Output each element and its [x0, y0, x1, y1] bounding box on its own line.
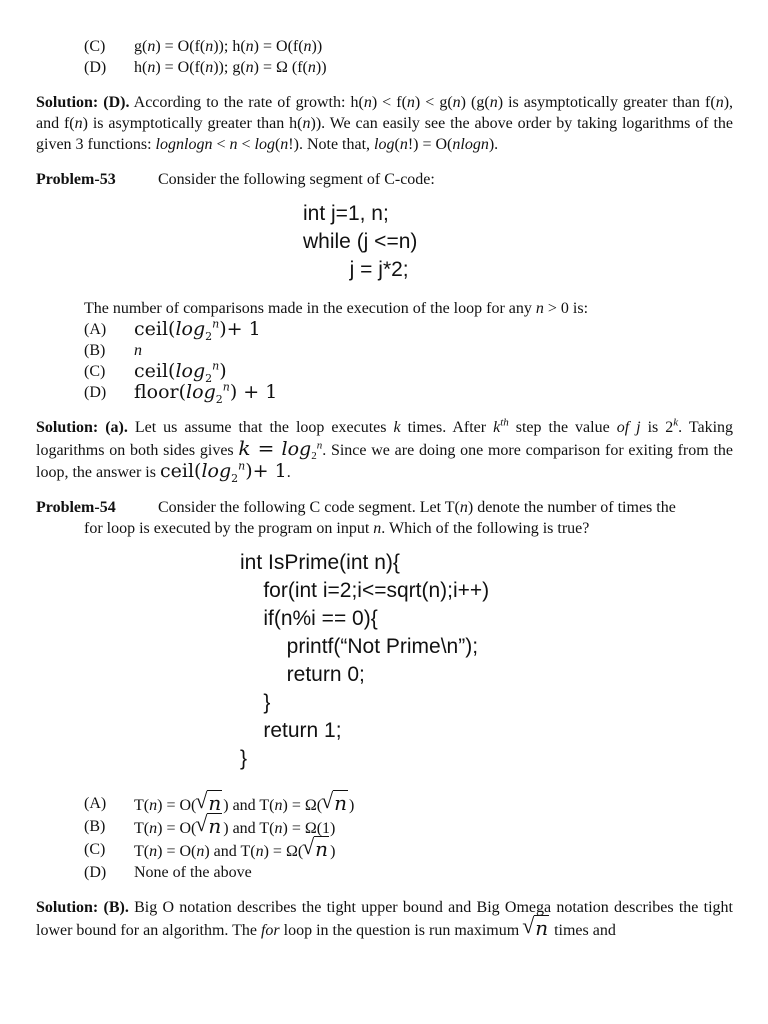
option-c-54: (C) T(n) = O(n) and T(n) = Ω(√ n ): [84, 839, 733, 862]
option-text: T(n) = O(n) and T(n) = Ω(√ n ): [134, 839, 335, 862]
option-d-54: (D) None of the above: [84, 864, 252, 881]
option-a-53: (A) $ceil(\log_2^n)+ 1$: [84, 317, 261, 343]
solution-53: Solution: (a). Let us assume that the loop executes k times. After $k^{th}$ step the value of j is 2$^k$. Taking logarithms on both sides gives $k = \log_2^n$. Since we are doing one more comparison for exiting from the loop, the answer is $ceil(\log_2^n)+ 1$.: [36, 416, 734, 485]
option-c-53: (C) $ceil(\log_2^n)$: [84, 359, 227, 385]
option-text: T(n) = O(√ n ) and T(n) = Ω(1): [134, 816, 335, 839]
option-d-53: (D) $floor(\log_2^n) + 1$: [84, 380, 278, 406]
option-b-54: (B) T(n) = O(√ n ) and T(n) = Ω(1): [84, 816, 733, 839]
problem-53-header: Problem-53 Consider the following segment of C-code:: [36, 171, 435, 188]
option-text: n: [134, 342, 142, 359]
option-text: h(n) = O(f(n)); g(n) = Ω (f(n)): [134, 59, 327, 76]
code-block-54: int IsPrime(int n){ for(int i=2;i<=sqrt(n);i++) if(n%i == 0){ printf(“Not Prime\n”); return 0; } return 1; }: [240, 551, 490, 770]
option-c-prev: (C) g(n) = O(f(n)); h(n) = O(f(n)): [84, 38, 323, 55]
option-d-prev: (D) h(n) = O(f(n)); g(n) = Ω (f(n)): [84, 59, 327, 76]
option-text: g(n) = O(f(n)); h(n) = O(f(n)): [134, 38, 323, 55]
document-page: [36, 36, 733, 941]
solution-52: Solution: (D). According to the rate of growth: h(n) < f(n) < g(n) (g(n) is asymptotically greater than f(n), and f(n) is asymptotically greater than h(n)). We can easily see the above order by taking logarithms of the given 3 functions: lognlogn < n < log(n!). Note that, log(n!) = O(nlogn).: [36, 94, 734, 153]
option-b-53: (B) n: [84, 342, 142, 359]
solution-54: Solution: (B). Big O notation describes the tight upper bound and Big Omega notation describes the tight lower bound for an algorithm. The for loop in the question is run maximum √ n times and: [36, 897, 733, 941]
option-a-54: (A) T(n) = O(√ n ) and T(n) = Ω(√ n ): [84, 793, 733, 816]
option-text: T(n) = O(√ n ) and T(n) = Ω(√ n ): [134, 793, 354, 816]
option-text: $ceil(\log_2^n)+ 1$: [134, 317, 261, 343]
problem-54-text-cont: for loop is executed by the program on input n. Which of the following is true?: [84, 520, 590, 537]
problem-53-question: The number of comparisons made in the execution of the loop for any n > 0 is:: [84, 300, 589, 317]
code-block-53: int j=1, n; while (j <=n) j = j*2;: [303, 202, 418, 281]
problem-54-header: Problem-54 Consider the following C code segment. Let T(n) denote the number of times the: [36, 499, 676, 516]
option-text: $ceil(\log_2^n)$: [134, 359, 227, 385]
option-text: $floor(\log_2^n) + 1$: [134, 380, 278, 406]
